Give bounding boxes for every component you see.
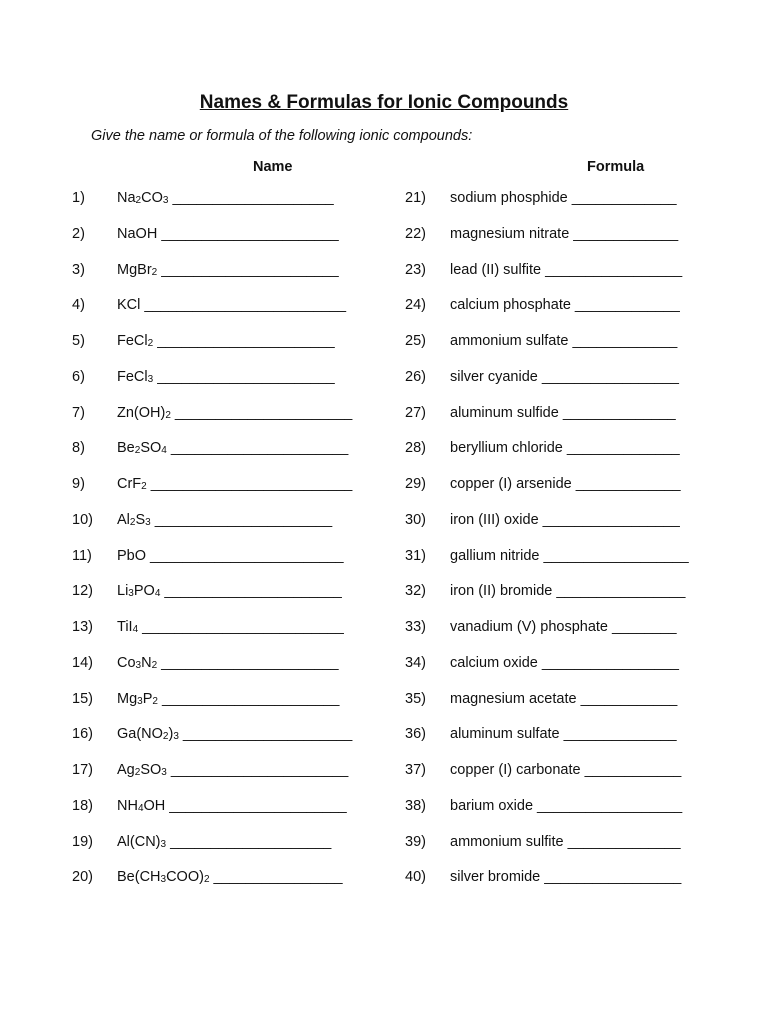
question-number: 26)	[405, 368, 426, 385]
compound-name: vanadium (V) phosphate ________	[450, 619, 677, 635]
question-number: 38)	[405, 797, 426, 814]
answer-blank[interactable]: ________________	[209, 869, 343, 886]
chemical-formula: PbO ________________________	[117, 547, 344, 564]
chemical-formula: $Al_2S_3$ ______________________	[117, 511, 333, 528]
question-number: 4)	[72, 297, 85, 314]
chemical-formula: $Mg_3P_2$ ______________________	[117, 690, 340, 707]
question-number: 1)	[72, 190, 85, 206]
question-number: 27)	[405, 404, 426, 421]
chemical-formula: TiI$_4$ _________________________	[117, 619, 344, 635]
answer-blank[interactable]: ______________________	[153, 368, 335, 385]
question-number: 2)	[72, 225, 85, 242]
chemical-formula: CrF$_2$ _________________________	[117, 476, 353, 492]
question-number: 6)	[72, 368, 85, 385]
compound-name: lead (II) sulfite _________________	[450, 261, 683, 278]
formula-column-header: Formula	[587, 159, 645, 175]
chemical-formula: $Be(CH_3COO)_2$ ________________	[117, 869, 343, 886]
question-number: 23)	[405, 261, 426, 278]
compound-name: iron (II) bromide ________________	[450, 583, 686, 600]
question-number: 33)	[405, 619, 426, 635]
compound-name: copper (I) carbonate ____________	[450, 762, 682, 778]
answer-blank[interactable]: ______________________	[170, 404, 353, 421]
question-number: 10)	[72, 511, 93, 528]
question-number: 20)	[72, 869, 93, 886]
compound-name: calcium oxide _________________	[450, 654, 679, 671]
answer-blank[interactable]: ____________________	[166, 833, 332, 850]
answer-blank[interactable]: _________________________	[138, 619, 344, 635]
question-number: 7)	[72, 404, 85, 421]
question-number: 19)	[72, 833, 93, 850]
compound-name: silver cyanide _________________	[450, 368, 679, 385]
compound-name: silver bromide _________________	[450, 869, 682, 886]
answer-blank[interactable]: ______________________	[153, 333, 335, 349]
chemical-formula: KCl _________________________	[117, 297, 347, 314]
question-number: 5)	[72, 333, 85, 349]
answer-blank[interactable]: ______________________	[166, 762, 349, 778]
chemical-formula: $Ga(NO_2)_3$ _____________________	[117, 726, 353, 743]
answer-blank[interactable]: ______________________	[157, 225, 339, 242]
compound-name: sodium phosphide _____________	[450, 190, 677, 206]
question-number: 3)	[72, 261, 85, 278]
answer-blank[interactable]: ____________________	[168, 190, 334, 206]
question-number: 34)	[405, 654, 426, 671]
chemical-formula: $Al(CN)_3$ ____________________	[117, 833, 332, 850]
question-number: 37)	[405, 762, 426, 778]
chemical-formula: $Na_2CO_3$ ____________________	[117, 190, 334, 206]
question-number: 25)	[405, 333, 426, 349]
question-number: 16)	[72, 726, 93, 743]
chemical-formula: FeCl$_2$ ______________________	[117, 333, 335, 349]
chemical-formula: FeCl$_3$ ______________________	[117, 368, 335, 385]
compound-name: calcium phosphate _____________	[450, 297, 680, 314]
compound-name: barium oxide __________________	[450, 797, 683, 814]
question-number: 32)	[405, 583, 426, 600]
instructions: Give the name or formula of the following ionic compounds:	[91, 128, 473, 144]
question-number: 31)	[405, 547, 426, 564]
question-number: 39)	[405, 833, 426, 850]
compound-name: gallium nitride __________________	[450, 547, 689, 564]
chemical-formula: MgBr$_2$ ______________________	[117, 261, 339, 278]
question-number: 22)	[405, 225, 426, 242]
question-number: 36)	[405, 726, 426, 743]
compound-name: aluminum sulfate ______________	[450, 726, 677, 743]
question-number: 12)	[72, 583, 93, 600]
compound-name: magnesium acetate ____________	[450, 690, 678, 707]
question-number: 35)	[405, 690, 426, 707]
chemical-formula: $Be_2SO_4$ ______________________	[117, 440, 349, 457]
compound-name: beryllium chloride ______________	[450, 440, 680, 457]
answer-blank[interactable]: ______________________	[157, 261, 339, 278]
answer-blank[interactable]: _____________________	[178, 726, 353, 743]
answer-blank[interactable]: ______________________	[157, 690, 340, 707]
question-number: 14)	[72, 654, 93, 671]
question-number: 15)	[72, 690, 93, 707]
compound-name: iron (III) oxide _________________	[450, 511, 680, 528]
chemical-formula: $Ag_2SO_3$ ______________________	[117, 762, 349, 778]
question-number: 29)	[405, 476, 426, 492]
question-number: 30)	[405, 511, 426, 528]
question-number: 11)	[72, 547, 92, 564]
compound-name: ammonium sulfite ______________	[450, 833, 681, 850]
question-number: 13)	[72, 619, 93, 635]
question-number: 17)	[72, 762, 93, 778]
question-number: 28)	[405, 440, 426, 457]
question-number: 9)	[72, 476, 85, 492]
page-title: Names & Formulas for Ionic Compounds	[199, 92, 569, 113]
compound-name: magnesium nitrate _____________	[450, 225, 679, 242]
answer-blank[interactable]: ______________________	[157, 654, 339, 671]
compound-name: aluminum sulfide ______________	[450, 404, 676, 421]
chemical-formula: NaOH ______________________	[117, 225, 339, 242]
chemical-formula: $Li_3PO_4$ ______________________	[117, 583, 342, 600]
answer-blank[interactable]: ______________________	[150, 511, 333, 528]
answer-blank[interactable]: ______________________	[166, 440, 349, 457]
answer-blank[interactable]: ______________________	[160, 583, 342, 600]
question-number: 40)	[405, 869, 426, 886]
question-number: 24)	[405, 297, 426, 314]
chemical-formula: $Zn(OH)_2$ ______________________	[117, 404, 353, 421]
chemical-formula: $Co_3N_2$ ______________________	[117, 654, 339, 671]
name-column-header: Name	[253, 159, 293, 175]
compound-name: ammonium sulfate _____________	[450, 333, 678, 349]
question-number: 18)	[72, 797, 93, 814]
compound-name: copper (I) arsenide _____________	[450, 476, 681, 492]
answer-blank[interactable]: ________________________	[146, 547, 344, 564]
answer-blank[interactable]: _________________________	[140, 297, 347, 314]
answer-blank[interactable]: _________________________	[146, 476, 353, 492]
chemical-formula: $NH_4OH$ ______________________	[117, 797, 347, 814]
question-number: 21)	[405, 190, 426, 206]
answer-blank[interactable]: ______________________	[165, 797, 347, 814]
question-number: 8)	[72, 440, 85, 457]
